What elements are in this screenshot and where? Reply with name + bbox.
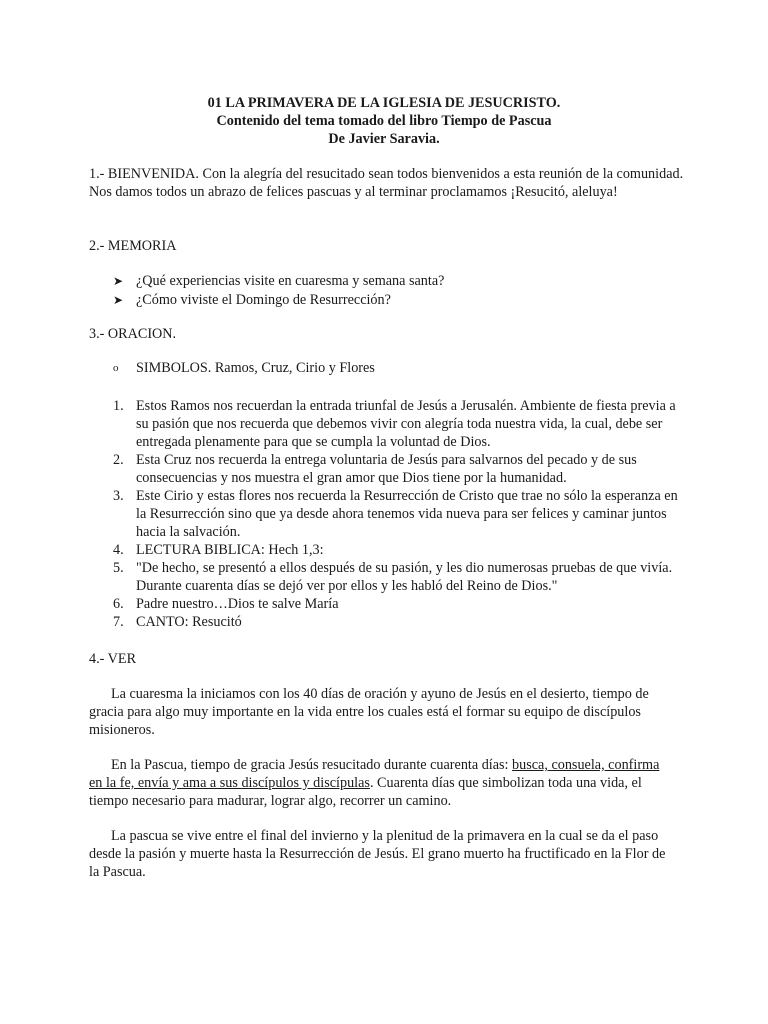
- item-text: Padre nuestro…Dios te salve María: [136, 596, 339, 612]
- item-number: 4.: [113, 542, 124, 558]
- item-text: Esta Cruz nos recuerda la entrega voluntaria de Jesús para salvarnos del pecado y de sus consecuencias y nos muestra el gran amor que Dios tiene por la humanidad.: [136, 452, 637, 486]
- section-oracion-heading: 3.- ORACION.: [89, 326, 177, 342]
- document-author: De Javier Saravia.: [328, 131, 440, 147]
- memoria-bullet-list: [113, 272, 444, 310]
- item-text: Estos Ramos nos recuerdan la entrada triunfal de Jesús a Jerusalén. Ambiente de fiesta previa a su pasión que nos recuerda que debemos vivir con alegría toda nuestra vida, la cual, debe ser entregada plenamente para que se cumpla la voluntad de Dios.: [136, 398, 676, 450]
- list-item: [113, 541, 683, 559]
- item-number: 5.: [113, 560, 124, 576]
- ver-paragraph-3: La pascua se vive entre el final del invierno y la plenitud de la primavera en la cual se da el paso desde la pasión y muerte hasta la Resurrección de Jesús. El grano muerto ha fructificado en la Flor de la Pascua.: [89, 828, 666, 880]
- bullet-text: ¿Qué experiencias visite en cuaresma y semana santa?: [136, 273, 445, 289]
- list-item: [113, 595, 683, 613]
- document-title: 01 LA PRIMAVERA DE LA IGLESIA DE JESUCRISTO.: [207, 95, 561, 111]
- document-subtitle: Contenido del tema tomado del libro Tiempo de Pascua: [216, 113, 552, 129]
- section-bienvenida: 1.- BIENVENIDA. Con la alegría del resucitado sean todos bienvenidos a esta reunión de la comunidad. Nos damos todos un abrazo de felices pascuas y al terminar proclamamos ¡Resucitó, aleluya!: [89, 166, 684, 200]
- item-text: LECTURA BIBLICA: Hech 1,3:: [136, 542, 324, 558]
- item-number: 2.: [113, 452, 124, 468]
- item-number: 6.: [113, 596, 124, 612]
- paragraph-text: En la Pascua, tiempo de gracia Jesús resucitado durante cuarenta días:: [111, 757, 513, 773]
- section-memoria-heading: 2.- MEMORIA: [89, 238, 177, 254]
- list-item: [113, 559, 683, 595]
- list-item: [113, 613, 683, 631]
- item-text: "De hecho, se presentó a ellos después de su pasión, y les dio numerosas pruebas de que vivía. Durante cuarenta días se dejó ver por ellos y les habló del Reino de Dios.": [136, 560, 673, 594]
- ver-paragraph-2: [89, 756, 669, 810]
- item-number: 1.: [113, 398, 124, 414]
- item-text: CANTO: Resucitó: [136, 614, 242, 630]
- bullet-text: ¿Cómo viviste el Domingo de Resurrección?: [136, 292, 391, 308]
- arrow-bullet-icon: ➤: [113, 274, 124, 288]
- section-ver-heading: 4.- VER: [89, 651, 137, 667]
- list-item: [113, 451, 683, 487]
- paragraph-text: . Cuarenta días que simbolizan toda una vida, el tiempo necesario para madurar, lograr algo, recorrer un camino.: [89, 775, 642, 809]
- list-item: [113, 291, 444, 310]
- ver-paragraph-1: La cuaresma la iniciamos con los 40 días de oración y ayuno de Jesús en el desierto, tiempo de gracia para algo muy importante en la vida entre los cuales está el formar su equipo de discípulos misioneros.: [89, 686, 649, 738]
- simbolos-text: SIMBOLOS. Ramos, Cruz, Cirio y Flores: [136, 360, 375, 376]
- document-header: [0, 94, 768, 148]
- list-item: [113, 272, 444, 291]
- item-number: 7.: [113, 614, 124, 630]
- circle-bullet-icon: o: [113, 362, 119, 374]
- item-number: 3.: [113, 488, 124, 504]
- item-text: Este Cirio y estas flores nos recuerda la Resurrección de Cristo que trae no sólo la esperanza en la Resurrección sino que ya desde ahora tenemos vida nueva para ser felices y caminar juntos hacia la salvación.: [136, 488, 678, 540]
- arrow-bullet-icon: ➤: [113, 293, 124, 307]
- list-item: [113, 487, 683, 541]
- oracion-numbered-list: [113, 397, 683, 631]
- simbolos-item: [113, 359, 375, 377]
- underlined-text: busca, consuela, confirma en la fe, envía y ama a sus discípulos y discípulas: [89, 757, 660, 791]
- list-item: [113, 397, 683, 451]
